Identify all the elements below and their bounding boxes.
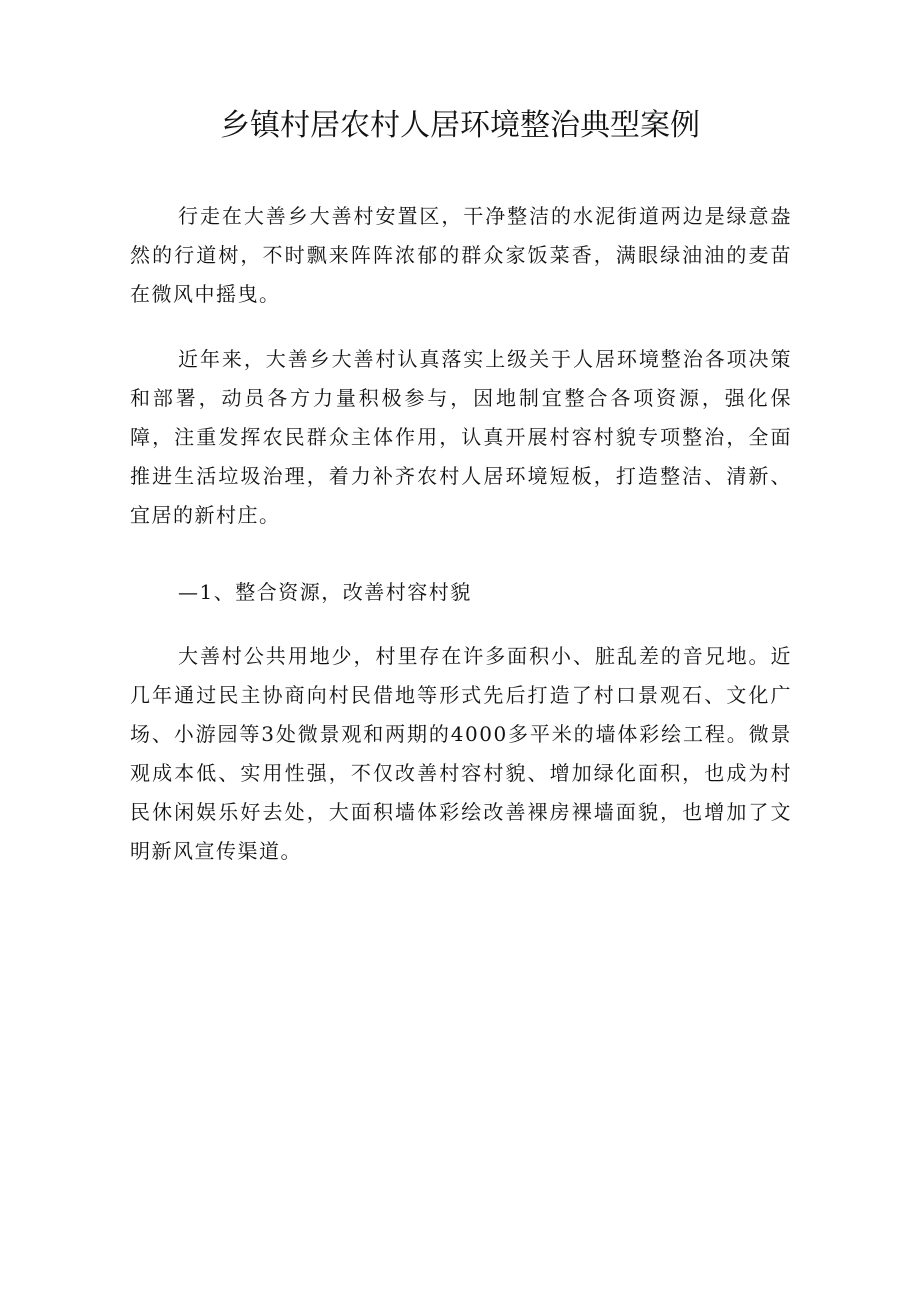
section-paragraph: 大善村公共用地少，村里存在许多面积小、脏乱差的音兄地。近几年通过民主协商向村民借地等形式先后打造了村口景观石、文化广场、小游园等3处微景观和两期的4000多平米的墙体彩绘工程。微景观成本低、实用性强，不仅改善村容村貌、增加绿化面积，也成为村民休闲娱乐好去处，大面积墙体彩绘改善裸房裸墙面貌，也增加了文明新风宣传渠道。 xyxy=(130,644,792,863)
section-heading: —1、整合资源，改善村容村貌 xyxy=(178,580,472,604)
document-title: 乡镇村居农村人居环境整治典型案例 xyxy=(220,108,700,143)
intro-paragraph: 行走在大善乡大善村安置区，干净整洁的水泥街道两边是绿意盎然的行道树，不时飘来阵阵浓郁的群众家饭菜香，满眼绿油油的麦苗在微风中摇曳。 xyxy=(130,204,792,306)
overview-paragraph: 近年来，大善乡大善村认真落实上级关于人居环境整治各项决策和部署，动员各方力量积极参与，因地制宜整合各项资源，强化保障，注重发挥农民群众主体作用，认真开展村容村貌专项整治，全面推进生活垃圾治理，着力补齐农村人居环境短板，打造整洁、清新、宜居的新村庄。 xyxy=(130,347,792,527)
